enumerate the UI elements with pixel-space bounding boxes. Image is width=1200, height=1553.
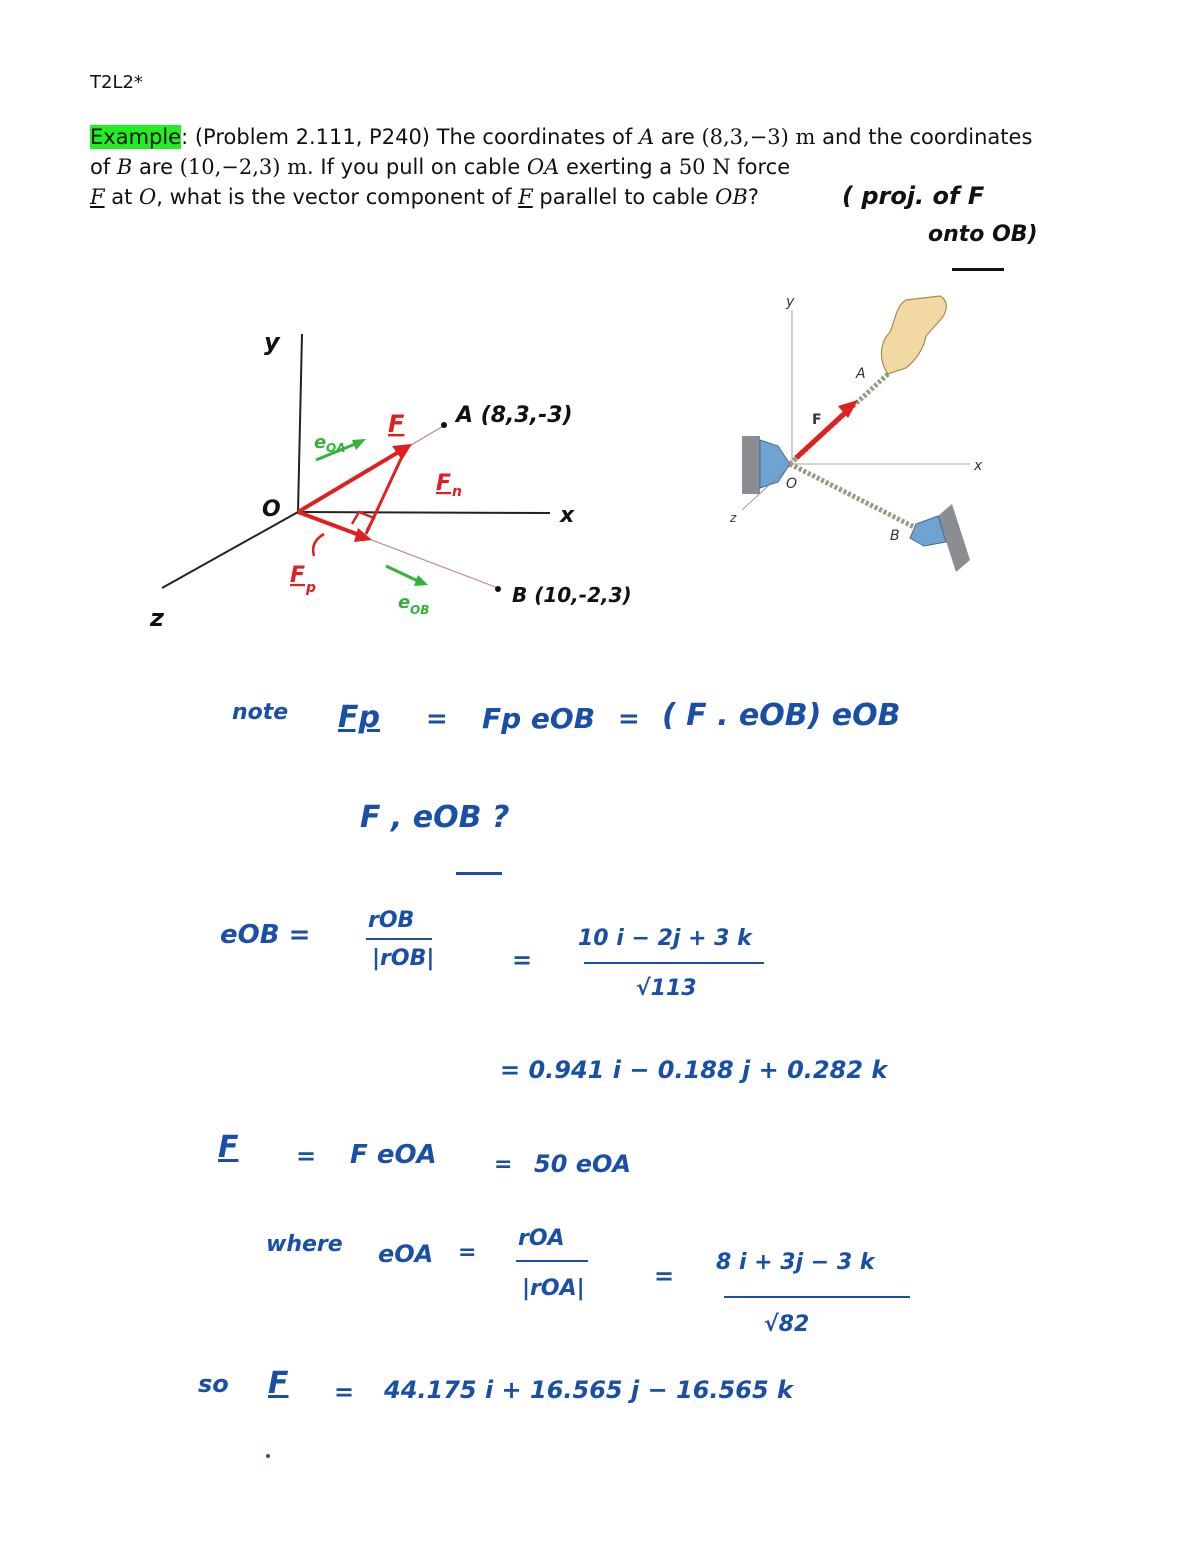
work-l6-lhs: eOA	[378, 1240, 434, 1268]
sketch-eob-sub: OB	[410, 603, 430, 617]
work-l5-lhs: F	[218, 1130, 239, 1165]
origin-o: O	[139, 185, 157, 209]
cable-oa: OA	[526, 155, 560, 179]
work-l3-den: |rOB|	[372, 946, 435, 971]
work-l2: F , eOB ?	[360, 800, 510, 835]
problem-text-8: at	[104, 185, 140, 209]
colon: :	[181, 125, 189, 149]
work-l5-rhs: 50 eOA	[534, 1150, 632, 1178]
work-l1-eq2: =	[618, 704, 640, 734]
sketch-y-axis-line	[298, 334, 302, 512]
sketch-f-label: F	[388, 410, 405, 438]
sketch-eob-label: e	[398, 592, 411, 613]
figure-left-wall	[742, 436, 760, 494]
problem-text-10: parallel to cable	[532, 185, 716, 209]
margin-note-underline	[952, 268, 1004, 271]
sketch-eob-arrowhead	[414, 575, 428, 586]
sketch-point-b-label: B (10,-2,3)	[512, 583, 632, 607]
figure-z-label: z	[730, 511, 737, 525]
problem-text-9: , what is the vector component of	[156, 185, 519, 209]
work-l7-rhs: 44.175 i + 16.565 j − 16.565 k	[384, 1376, 793, 1404]
work-l6-rnum: 8 i + 3j − 3 k	[716, 1250, 875, 1275]
point-a: A	[638, 125, 655, 149]
force-value: 50 N	[678, 155, 731, 179]
work-l6-r-fraction-bar	[724, 1296, 910, 1298]
work-l3-rden: √113	[636, 976, 697, 1001]
sketch-fp-sub: p	[306, 580, 317, 596]
work-l3-eq: =	[512, 946, 533, 974]
sketch-eoa-arrowhead	[352, 439, 366, 450]
work-l4: = 0.941 i − 0.188 j + 0.282 k	[500, 1056, 888, 1084]
work-note: note	[232, 700, 289, 725]
work-l1-rhs: ( F . eOB) eOB	[662, 698, 901, 733]
sketch-point-b	[495, 586, 501, 592]
cable-ob: OB	[715, 185, 748, 209]
margin-note-line2: onto OB)	[928, 222, 1038, 247]
sketch-fn-sub: n	[452, 484, 462, 500]
hand-sketch	[140, 320, 680, 640]
work-l5-eq2: =	[494, 1152, 513, 1177]
page-header-tag: T2L2*	[90, 72, 143, 93]
figure-f-label: F	[812, 412, 822, 428]
figure-b-label: B	[890, 528, 900, 544]
sketch-z-label: z	[150, 604, 164, 632]
sketch-eob-arrow	[386, 566, 420, 582]
sketch-eoa-sub: OA	[326, 441, 346, 455]
work-l6-rden: √82	[764, 1312, 810, 1337]
coord-a: (8,3,−3) m	[701, 125, 816, 149]
margin-note-line1: ( proj. of F	[842, 182, 985, 210]
work-l6-where: where	[266, 1232, 343, 1257]
sketch-x-label: x	[560, 503, 575, 528]
sketch-x-axis-line	[298, 512, 550, 513]
figure-cable-ob	[790, 464, 916, 528]
figure-hand	[881, 296, 946, 374]
stray-dot	[266, 1454, 270, 1458]
sketch-point-a-label: A (8,3,-3)	[456, 403, 573, 428]
figure-a-label: A	[856, 366, 866, 382]
figure-x-label: x	[974, 458, 983, 474]
work-l3-r-fraction-bar	[584, 962, 764, 964]
figure-o-label: O	[786, 476, 798, 492]
work-l3-fraction-bar	[366, 938, 432, 940]
work-l5-eq1: =	[296, 1142, 317, 1170]
problem-text-1: (Problem 2.111, P240) The coordinates of	[188, 125, 639, 149]
sketch-y-label: y	[264, 328, 280, 356]
work-l6-fraction-bar	[516, 1260, 588, 1262]
problem-text-2: are	[654, 125, 702, 149]
work-l1-lhs: Fp	[338, 700, 380, 735]
coord-b: (10,−2,3) m	[179, 155, 308, 179]
problem-text-7: force	[730, 155, 791, 179]
problem-text-6: exerting a	[559, 155, 679, 179]
sketch-fn-label: F	[436, 471, 452, 496]
work-l1-eq1: =	[426, 704, 448, 734]
work-l2-underline	[456, 872, 502, 875]
sketch-fp-pointer	[313, 534, 324, 556]
problem-text-5: . If you pull on cable	[307, 155, 527, 179]
sketch-fp-label: F	[290, 563, 306, 588]
problem-text-3: and the coordinates of	[90, 125, 1033, 179]
sketch-f-vector	[298, 450, 402, 512]
work-l1-mid: Fp eOB	[482, 702, 596, 735]
example-label: Example	[90, 125, 182, 149]
textbook-figure	[720, 288, 1010, 578]
sketch-eoa-label: e	[314, 432, 327, 453]
work-l5-mid: F eOA	[350, 1140, 437, 1170]
work-l3-lhs: eOB =	[220, 920, 311, 950]
work-l3-rnum: 10 i − 2j + 3 k	[578, 926, 752, 951]
figure-y-label: y	[786, 294, 795, 310]
sketch-z-axis-line	[162, 512, 298, 588]
work-l7-eq: =	[334, 1378, 355, 1406]
problem-text-4: are	[132, 155, 180, 179]
force-f: F	[90, 185, 105, 209]
work-l6-eq2: =	[654, 1262, 675, 1290]
sketch-origin-label: O	[262, 497, 281, 522]
work-l6-den: |rOA|	[522, 1276, 585, 1301]
force-f-2: F	[518, 185, 533, 209]
problem-text-11: ?	[747, 185, 759, 209]
work-l6-num: rOA	[518, 1226, 565, 1251]
sketch-point-a	[441, 422, 447, 428]
work-l7-lhs: F	[268, 1366, 289, 1401]
work-l7-so: so	[198, 1370, 229, 1398]
work-l3-num: rOB	[368, 908, 415, 933]
work-l6-eq: =	[458, 1240, 477, 1265]
point-b: B	[116, 155, 133, 179]
